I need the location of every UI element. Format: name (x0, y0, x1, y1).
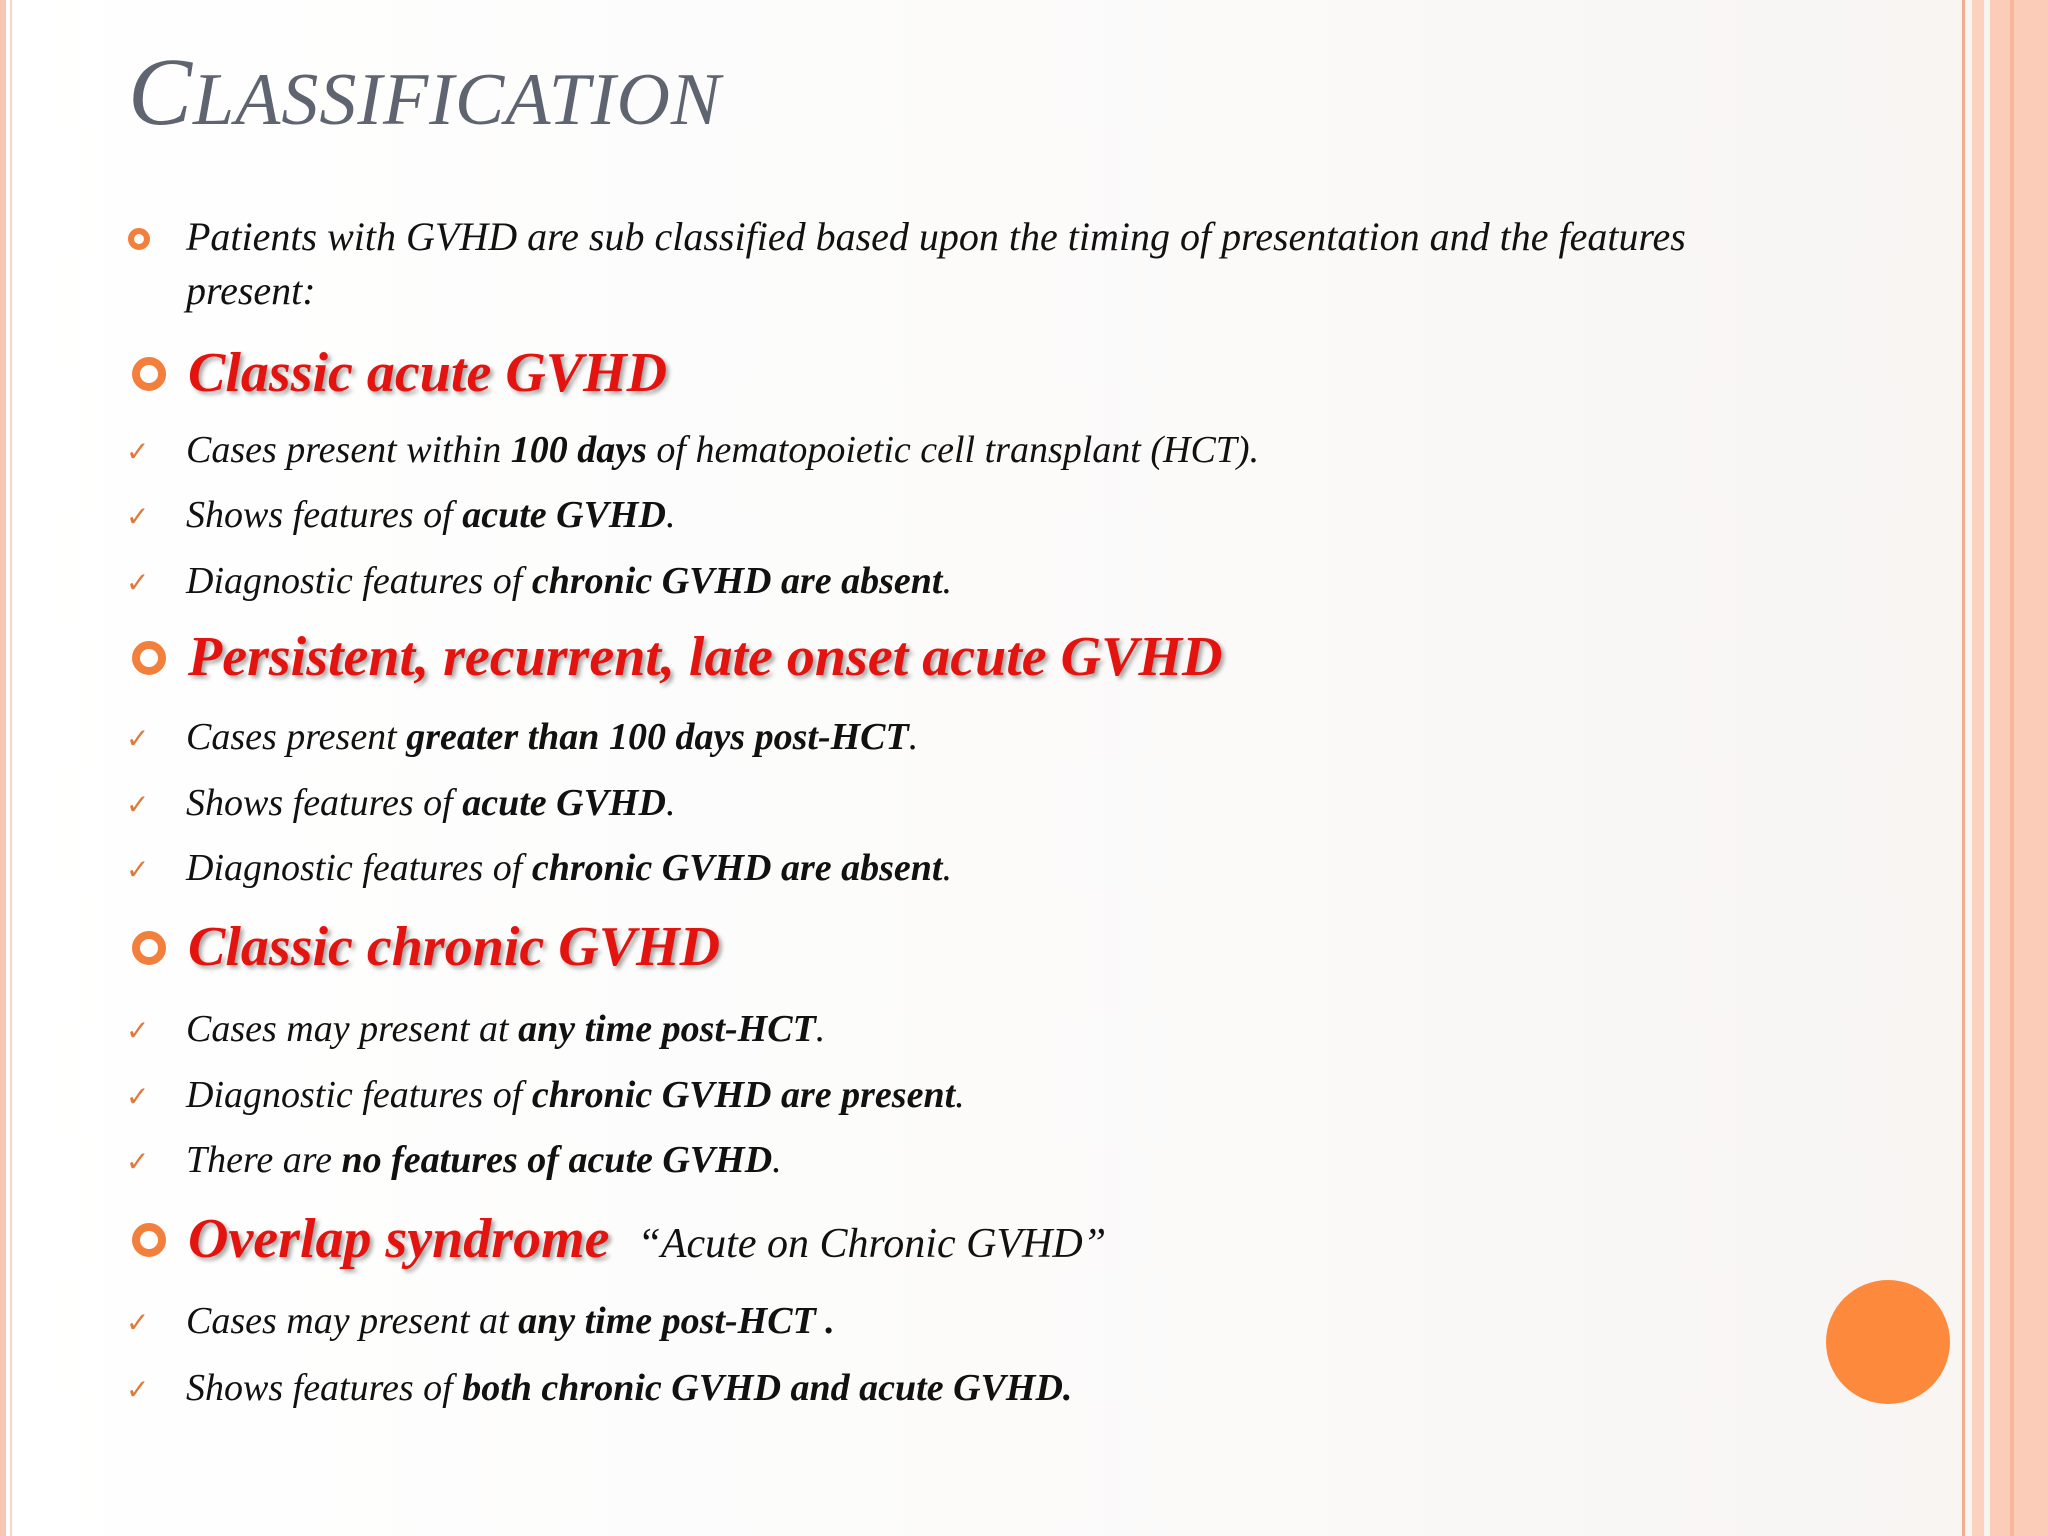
checkmark-icon: ✓ (126, 788, 150, 821)
item-bold-text: chronic GVHD are present (531, 1074, 956, 1116)
item-bold-text: any time post-HCT (518, 1008, 816, 1050)
right-frame-inner-line (2010, 0, 2014, 1536)
item-bold-text: chronic GVHD are absent (531, 560, 943, 602)
section-heading (188, 1204, 1106, 1279)
section-heading: Classic acute GVHD (188, 342, 668, 404)
left-frame-line (10, 0, 12, 1536)
checkmark-icon: ✓ (126, 853, 150, 886)
list-item (186, 1296, 835, 1346)
list-item (186, 425, 1259, 475)
checkmark-icon: ✓ (126, 500, 150, 533)
item-text: Shows features of (186, 494, 463, 536)
item-text: Shows features of (186, 782, 463, 824)
list-item (186, 490, 675, 540)
list-item (186, 843, 952, 893)
checkmark-icon: ✓ (126, 566, 150, 599)
section-heading-text: Overlap syndrome (188, 1208, 610, 1270)
item-text: . (955, 1074, 965, 1116)
decorative-orange-circle (1826, 1280, 1950, 1404)
intro-line-2: present: (186, 268, 316, 313)
checkmark-icon: ✓ (126, 722, 150, 755)
item-text: Cases present within (186, 429, 511, 471)
item-text: Diagnostic features of (186, 560, 532, 602)
item-text: Diagnostic features of (186, 847, 532, 889)
ring-bullet-icon (132, 357, 166, 391)
title-rest: LASSIFICATION (193, 59, 722, 141)
item-text: . (665, 782, 676, 824)
list-item (186, 1363, 1072, 1413)
slide-title (128, 38, 722, 150)
item-text: . (908, 716, 919, 758)
ring-bullet-icon (132, 641, 166, 675)
item-bold-text: chronic GVHD are absent (531, 847, 943, 889)
item-bold-text: no features of acute GVHD (341, 1139, 773, 1181)
list-item (186, 1004, 825, 1054)
item-text: There are (186, 1139, 342, 1181)
section-note: “Acute on Chronic GVHD” (637, 1221, 1107, 1267)
item-text: . (815, 1008, 826, 1050)
item-text: . (942, 847, 952, 889)
item-text: Cases may present at (186, 1300, 519, 1342)
title-first-letter: C (128, 38, 194, 145)
item-text: . (665, 494, 676, 536)
checkmark-icon: ✓ (126, 1080, 150, 1113)
item-text: Diagnostic features of (186, 1074, 532, 1116)
right-frame-stripe (1972, 0, 1984, 1536)
item-bold-text: greater than 100 days post-HCT (406, 716, 909, 758)
right-frame-line (1962, 0, 1965, 1536)
checkmark-icon: ✓ (126, 1014, 150, 1047)
right-frame-band (1990, 0, 2048, 1536)
ring-bullet-icon (132, 1223, 166, 1257)
left-frame-stripe (0, 0, 6, 1536)
checkmark-icon: ✓ (126, 435, 150, 468)
item-bold-text: acute GVHD (462, 782, 666, 824)
item-text: Cases may present at (186, 1008, 519, 1050)
list-item (186, 778, 675, 828)
checkmark-icon: ✓ (126, 1145, 150, 1178)
item-text: . (942, 560, 952, 602)
item-text: of hematopoietic cell transplant (HCT). (646, 429, 1260, 471)
item-bold-text: acute GVHD (462, 494, 666, 536)
list-item (186, 556, 952, 606)
list-item (186, 712, 918, 762)
ring-bullet-icon (128, 228, 150, 250)
ring-bullet-icon (132, 931, 166, 965)
item-text: Cases present (186, 716, 407, 758)
section-heading: Persistent, recurrent, late onset acute GVHD (188, 626, 1223, 688)
item-bold-text: 100 days (510, 429, 647, 471)
item-bold-text: any time post-HCT . (518, 1300, 835, 1342)
list-item (186, 1070, 965, 1120)
item-text: Shows features of (186, 1367, 463, 1409)
item-bold-text: both chronic GVHD and acute GVHD. (462, 1367, 1073, 1409)
list-item (186, 1135, 782, 1185)
item-text: . (772, 1139, 782, 1181)
section-heading: Classic chronic GVHD (188, 916, 721, 978)
intro-line-1: Patients with GVHD are sub classified based upon the timing of presentation and the features (186, 214, 1686, 259)
checkmark-icon: ✓ (126, 1306, 150, 1339)
checkmark-icon: ✓ (126, 1373, 150, 1406)
